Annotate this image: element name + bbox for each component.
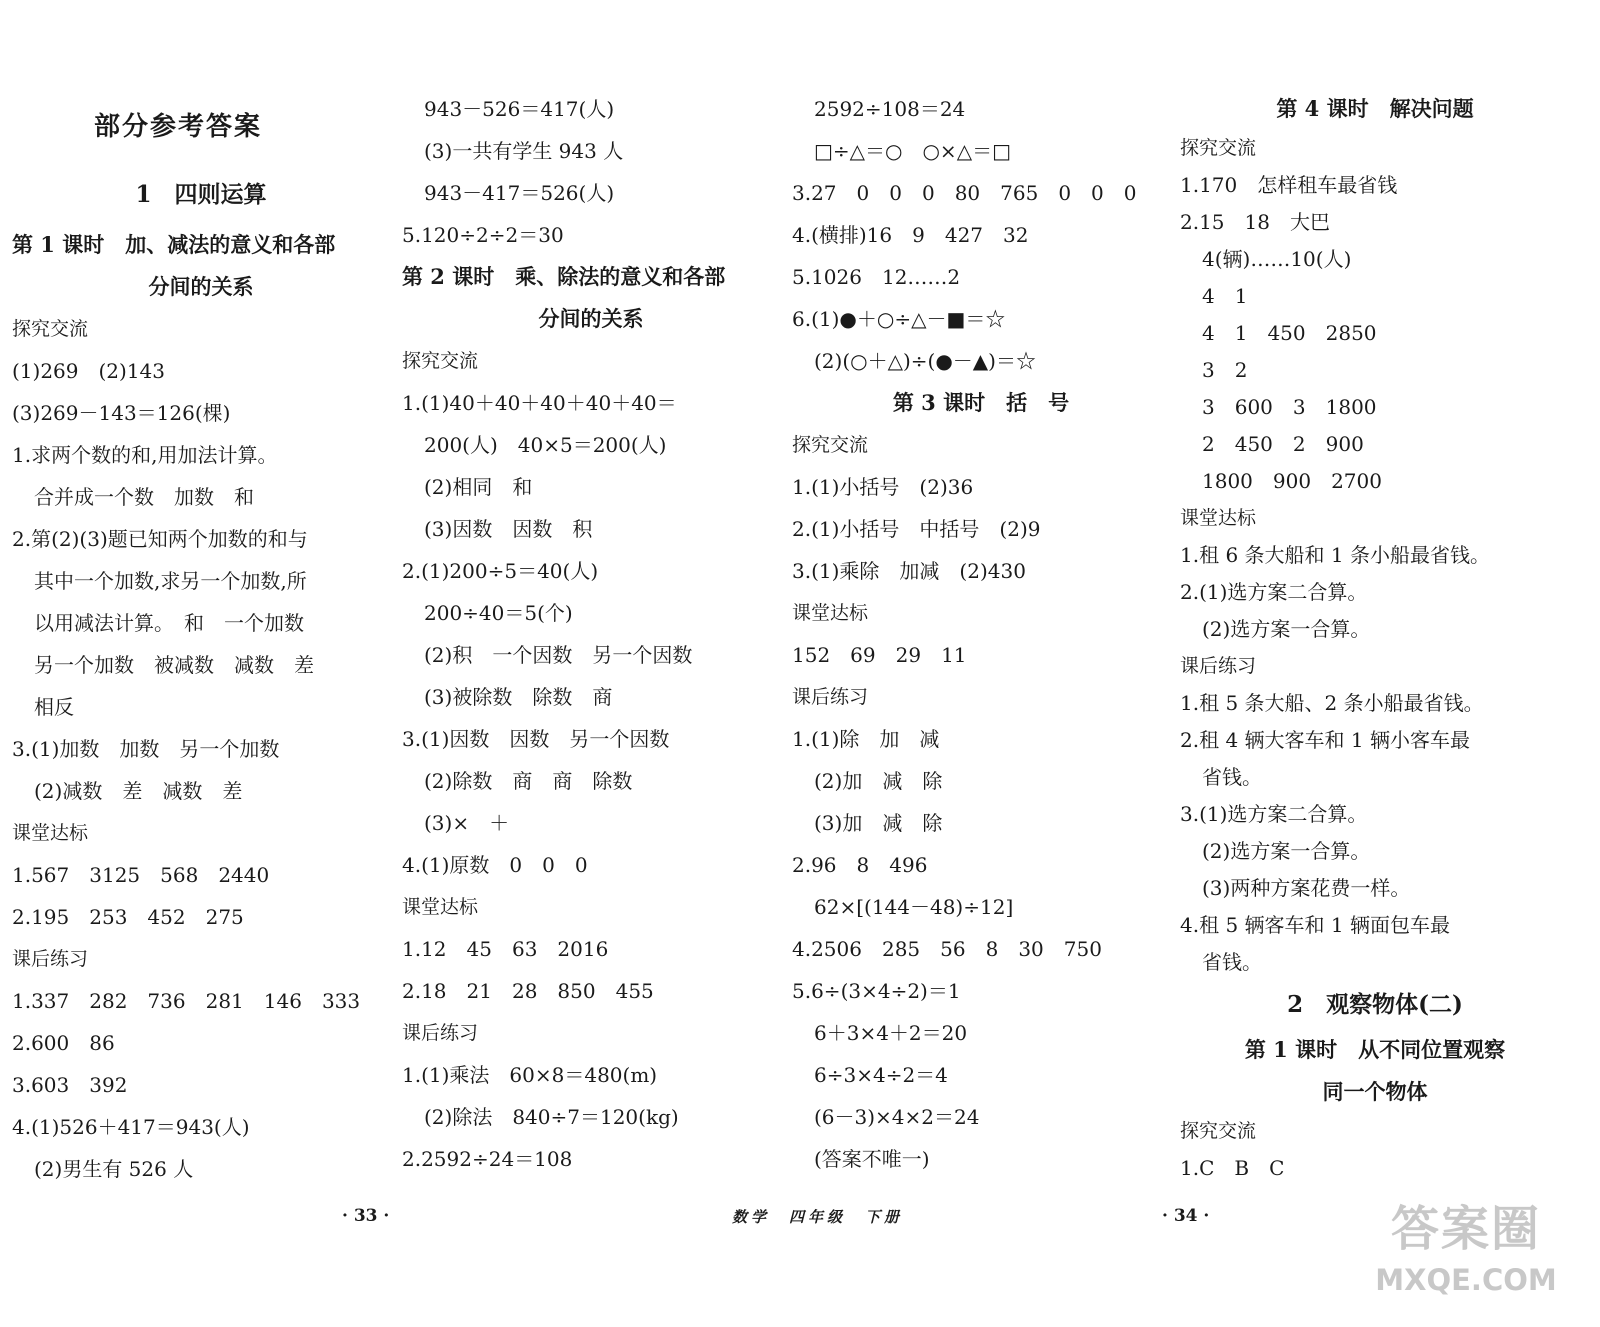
answer-line: 3.(1)加数 加数 另一个加数 — [12, 737, 280, 761]
lesson-heading-3: 第 3 课时 括 号 — [892, 390, 1070, 415]
answer-line: 3.27 0 0 0 80 765 0 0 0 — [792, 181, 1137, 205]
answer-line: 省钱。 — [1202, 765, 1262, 789]
column-3 — [792, 88, 1170, 1180]
section-explore: 探究交流 — [402, 350, 479, 372]
answer-line: 4 1 — [1202, 284, 1248, 308]
answer-line: (3)× ＋ — [424, 811, 510, 835]
answer-line: 3.(1)乘除 加减 (2)430 — [792, 559, 1026, 583]
section-explore: 探究交流 — [792, 434, 869, 456]
answer-line: (2)减数 差 减数 差 — [34, 779, 243, 803]
answer-line: 合并成一个数 加数 和 — [34, 485, 254, 509]
section-homework: 课后练习 — [1180, 655, 1257, 677]
answer-line: 2.(1)小括号 中括号 (2)9 — [792, 517, 1041, 541]
answer-line: 2.18 21 28 850 455 — [402, 979, 654, 1003]
answer-line: 省钱。 — [1202, 950, 1262, 974]
answer-line: (2)男生有 526 人 — [34, 1157, 194, 1181]
answer-line: (答案不唯一) — [814, 1147, 930, 1171]
answer-line: 其中一个加数,求另一个加数,所 — [34, 569, 307, 593]
section-homework: 课后练习 — [792, 686, 869, 708]
answer-line: □÷△＝○ ○×△＝□ — [814, 139, 1011, 163]
answer-line: 6＋3×4＋2＝20 — [814, 1021, 968, 1045]
answer-line: 1800 900 2700 — [1202, 469, 1382, 493]
answer-line: 3.603 392 — [12, 1073, 128, 1097]
answer-line: (3)269－143＝126(棵) — [12, 401, 231, 425]
answer-line: 2.600 86 — [12, 1031, 115, 1055]
answer-line: 以用减法计算。 和 一个加数 — [34, 611, 304, 635]
answer-line: (2)选方案一合算。 — [1202, 839, 1371, 863]
answer-line: 1.170 怎样租车最省钱 — [1180, 173, 1398, 197]
answer-line: 2.(1)选方案二合算。 — [1180, 580, 1368, 604]
answer-line: (2)积 一个因数 另一个因数 — [424, 643, 693, 667]
answer-line: (3)被除数 除数 商 — [424, 685, 613, 709]
answer-line: 6÷3×4÷2＝4 — [814, 1063, 948, 1087]
answer-line: (6－3)×4×2＝24 — [814, 1105, 980, 1129]
answer-line: 6.(1)●＋○÷△－■＝☆ — [792, 307, 1006, 331]
answer-line: 1.求两个数的和,用加法计算。 — [12, 443, 278, 467]
answer-line: 943－417＝526(人) — [424, 181, 615, 205]
section-classwork: 课堂达标 — [12, 822, 89, 844]
watermark-text: 答案圈 — [1390, 1201, 1541, 1257]
answer-line: 1.(1)小括号 (2)36 — [792, 475, 974, 499]
answer-line: 5.1026 12……2 — [792, 265, 961, 289]
answer-line: (2)除法 840÷7＝120(kg) — [424, 1105, 679, 1129]
answer-line: 1.租 5 条大船、2 条小船最省钱。 — [1180, 691, 1484, 715]
answer-line: 943－526＝417(人) — [424, 97, 615, 121]
lesson-heading-4: 第 4 课时 解决问题 — [1276, 96, 1474, 121]
answer-line: 2.第(2)(3)题已知两个加数的和与 — [12, 527, 308, 551]
answer-line: 3 2 — [1202, 358, 1248, 382]
answer-line: 200(人) 40×5＝200(人) — [424, 433, 667, 457]
answer-line: 2.租 4 辆大客车和 1 辆小客车最 — [1180, 728, 1470, 752]
answer-line: 2.96 8 496 — [792, 853, 928, 877]
answer-line: 2 450 2 900 — [1202, 432, 1364, 456]
answer-line: 4(辆)……10(人) — [1202, 247, 1352, 271]
lesson-heading-5: 第 1 课时 从不同位置观察 — [1244, 1037, 1506, 1062]
answer-line: 1.12 45 63 2016 — [402, 937, 609, 961]
answer-line: 1.C B C — [1180, 1156, 1285, 1180]
lesson-heading-1-cont: 分间的关系 — [148, 274, 254, 299]
answer-line: 1.567 3125 568 2440 — [12, 863, 270, 887]
lesson-heading-2-cont: 分间的关系 — [538, 306, 644, 331]
section-classwork: 课堂达标 — [402, 896, 479, 918]
answer-line: 1.337 282 736 281 146 333 — [12, 989, 361, 1013]
answer-line: 1.租 6 条大船和 1 条小船最省钱。 — [1180, 543, 1490, 567]
answer-line: 1.(1)除 加 减 — [792, 727, 940, 751]
answer-line: (1)269 (2)143 — [12, 359, 166, 383]
section-explore: 探究交流 — [1180, 1120, 1257, 1142]
lesson-heading-5-cont: 同一个物体 — [1322, 1079, 1428, 1104]
answer-line: 2.15 18 大巴 — [1180, 210, 1330, 234]
section-classwork: 课堂达标 — [792, 602, 869, 624]
answer-line: 另一个加数 被减数 减数 差 — [34, 653, 314, 677]
section-classwork: 课堂达标 — [1180, 507, 1257, 529]
answer-line: (2)选方案一合算。 — [1202, 617, 1371, 641]
watermark-logo — [1366, 1196, 1566, 1316]
answer-line: (3)因数 因数 积 — [424, 517, 593, 541]
answer-line: 3.(1)因数 因数 另一个因数 — [402, 727, 670, 751]
answer-line: 5.6÷(3×4÷2)＝1 — [792, 979, 961, 1003]
answer-line: 2.195 253 452 275 — [12, 905, 244, 929]
lesson-heading-1: 第 1 课时 加、减法的意义和各部 — [12, 232, 336, 257]
answer-line: 2592÷108＝24 — [814, 97, 966, 121]
answer-line: 4.(横排)16 9 427 32 — [792, 223, 1029, 247]
section-homework: 课后练习 — [12, 948, 89, 970]
footer-subject: 数学 四年级 下册 — [732, 1208, 904, 1226]
answer-line: 1.(1)40＋40＋40＋40＋40＝ — [402, 391, 677, 415]
column-2 — [402, 88, 780, 1180]
answer-line: 2.2592÷24＝108 — [402, 1147, 573, 1171]
answer-line: (3)一共有学生 943 人 — [424, 139, 624, 163]
page-title: 部分参考答案 — [94, 112, 263, 142]
answer-line: 4.2506 285 56 8 30 750 — [792, 937, 1102, 961]
answer-line: 3.(1)选方案二合算。 — [1180, 802, 1368, 826]
section-explore: 探究交流 — [12, 318, 89, 340]
answer-line: (3)加 减 除 — [814, 811, 943, 835]
answer-line: (2)相同 和 — [424, 475, 533, 499]
answer-line: 相反 — [34, 695, 74, 719]
column-4 — [1180, 88, 1570, 1187]
answer-line: 62×[(144－48)÷12] — [814, 895, 1014, 919]
page-number-left: · 33 · — [342, 1206, 390, 1226]
answer-line: 4 1 450 2850 — [1202, 321, 1377, 345]
lesson-heading-2: 第 2 课时 乘、除法的意义和各部 — [402, 264, 726, 289]
answer-line: (2)除数 商 商 除数 — [424, 769, 633, 793]
section-explore: 探究交流 — [1180, 137, 1257, 159]
unit-heading-2: 2 观察物体(二) — [1287, 991, 1463, 1018]
unit-heading-1: 1 四则运算 — [135, 181, 267, 208]
answer-line: 5.120÷2÷2＝30 — [402, 223, 564, 247]
watermark-url: MXQE.COM — [1375, 1263, 1557, 1297]
answer-line: (3)两种方案花费一样。 — [1202, 876, 1411, 900]
answer-line: 4.(1)526＋417＝943(人) — [12, 1115, 250, 1139]
answer-line: 152 69 29 11 — [792, 643, 967, 667]
page-number-right: · 34 · — [1162, 1206, 1210, 1226]
column-1 — [12, 88, 390, 1190]
answer-line: 200÷40＝5(个) — [424, 601, 573, 625]
answer-line: 3 600 3 1800 — [1202, 395, 1377, 419]
answer-line: (2)加 减 除 — [814, 769, 943, 793]
section-homework: 课后练习 — [402, 1022, 479, 1044]
answer-line: 4.(1)原数 0 0 0 — [402, 853, 588, 877]
answer-line: 4.租 5 辆客车和 1 辆面包车最 — [1180, 913, 1450, 937]
answer-line: (2)(○＋△)÷(●－▲)＝☆ — [814, 349, 1036, 373]
answer-line: 2.(1)200÷5＝40(人) — [402, 559, 599, 583]
answer-line: 1.(1)乘法 60×8＝480(m) — [402, 1063, 658, 1087]
